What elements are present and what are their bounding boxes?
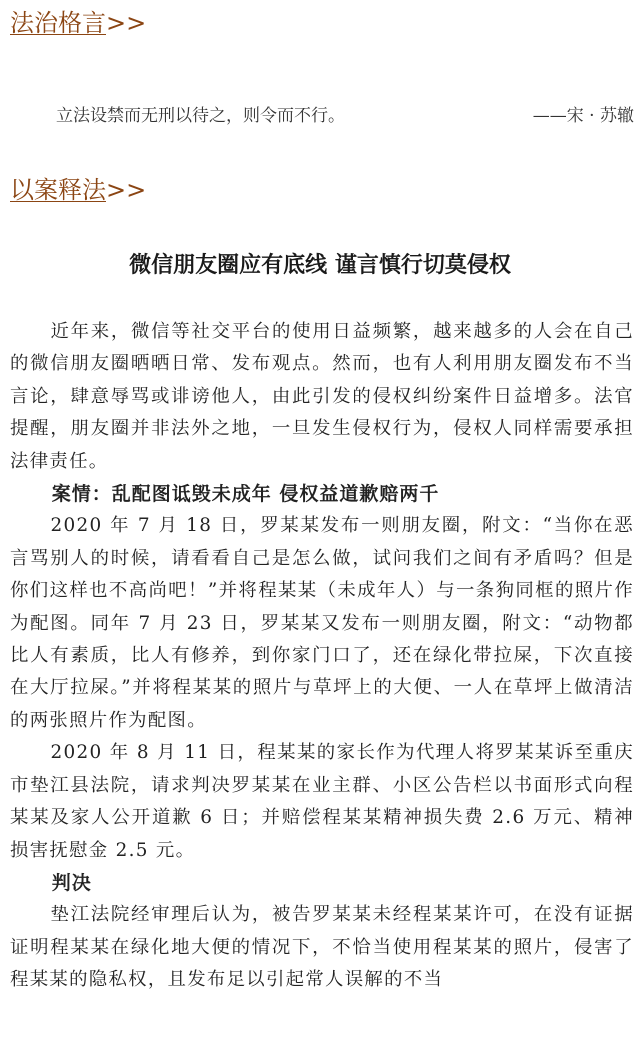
article-body <box>10 316 634 997</box>
case-section-arrow: >> <box>106 176 147 204</box>
case-paragraph-1: 2020 年 7 月 18 日，罗某某发布一则朋友圈，附文：“当你在恶言骂别人的时候，请看看自己是怎么做，试问我们之间有矛盾吗？但是你们这样也不高尚吧！”并将程某某（未成年人）与一条狗同框的照片作为配图。同年 7 月 23 日，罗某某又发布一则朋友圈，附文：“动物都比人有素质，比人有修养，到你家门口了，还在绿化带拉屎，下次直接在大厅拉屎。”并将程某某的照片与草坪上的大便、一人在草坪上做清洁的两张照片作为配图。 <box>10 515 634 731</box>
case-paragraph-2: 2020 年 8 月 11 日，程某某的家长作为代理人将罗某某诉至重庆市垫江县法院，请求判决罗某某在业主群、小区公告栏以书面形式向程某某及家人公开道歉 6 日；并赔偿程某某精神损失费 2.6 万元、精神损害抚慰金 2.5 元。 <box>10 742 634 861</box>
case-section-heading[interactable] <box>10 175 146 205</box>
case-section-label[interactable]: 以案释法 <box>10 176 106 204</box>
intro-paragraph: 近年来，微信等社交平台的使用日益频繁，越来越多的人会在自己的微信朋友圈晒晒日常、发布观点。然而，也有人利用朋友圈发布不当言论，肆意辱骂或诽谤他人，由此引发的侵权纠纷案件日益增多。法官提醒，朋友圈并非法外之地，一旦发生侵权行为，侵权人同样需要承担法律责任。 <box>10 321 634 472</box>
motto-quote-text: 立法设禁而无刑以待之，则令而不行。 <box>56 106 345 126</box>
case-heading: 案情：乱配图诋毁未成年 侵权益道歉赔两千 <box>51 483 440 506</box>
article-title: 微信朋友圈应有底线 谨言慎行切莫侵权 <box>129 252 511 278</box>
motto-section-label[interactable]: 法治格言 <box>10 9 106 37</box>
motto-section-arrow: >> <box>106 9 147 37</box>
judgment-heading: 判决 <box>51 871 92 894</box>
judgment-paragraph-1: 垫江法院经审理后认为，被告罗某某未经程某某许可，在没有证据证明程某某在绿化地大便的情况下，不恰当使用程某某的照片，侵害了程某某的隐私权，且发布足以引起常人误解的不当 <box>10 904 634 991</box>
motto-quote <box>56 104 634 128</box>
motto-quote-author: ——宋 · 苏辙 <box>532 106 634 126</box>
motto-section-heading[interactable] <box>10 8 146 38</box>
